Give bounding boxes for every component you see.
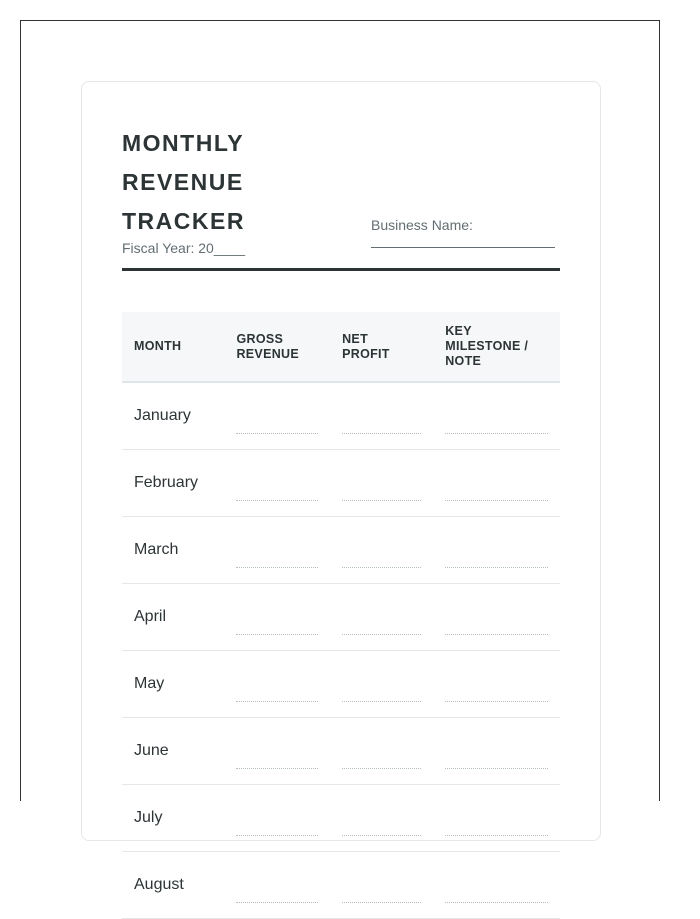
month-cell: June bbox=[122, 718, 224, 785]
net-profit-header-text: NET PROFIT bbox=[342, 331, 390, 361]
month-cell: January bbox=[122, 382, 224, 450]
month-cell: February bbox=[122, 450, 224, 517]
table-row bbox=[122, 584, 560, 651]
net-profit-cell[interactable] bbox=[330, 382, 433, 450]
fill-line bbox=[236, 634, 318, 635]
fill-line bbox=[236, 768, 318, 769]
note-cell[interactable] bbox=[433, 785, 560, 852]
fill-line bbox=[236, 701, 318, 702]
fiscal-year-field: Fiscal Year: 20____ bbox=[122, 240, 245, 256]
gross-revenue-cell[interactable] bbox=[224, 718, 330, 785]
fill-line bbox=[445, 500, 548, 501]
title-line-2: REVENUE bbox=[122, 169, 244, 195]
revenue-table bbox=[122, 312, 560, 919]
document-header bbox=[122, 122, 560, 271]
net-profit-cell[interactable] bbox=[330, 450, 433, 517]
business-name-blank-line bbox=[371, 247, 555, 248]
tracker-card bbox=[81, 81, 601, 893]
net-profit-cell[interactable] bbox=[330, 651, 433, 718]
fill-line bbox=[445, 567, 548, 568]
fill-line bbox=[236, 567, 318, 568]
business-name-field bbox=[371, 217, 555, 248]
fill-line bbox=[342, 902, 421, 903]
fill-line bbox=[342, 500, 421, 501]
month-cell: May bbox=[122, 651, 224, 718]
note-cell[interactable] bbox=[433, 382, 560, 450]
title-line-3: TRACKER bbox=[122, 208, 245, 234]
fill-line bbox=[445, 433, 548, 434]
table-row bbox=[122, 785, 560, 852]
gross-revenue-cell[interactable] bbox=[224, 382, 330, 450]
month-cell: April bbox=[122, 584, 224, 651]
table-header-row bbox=[122, 312, 560, 382]
table-row bbox=[122, 517, 560, 584]
key-milestone-header-text: KEY MILESTONE / NOTE bbox=[445, 324, 529, 368]
fill-line bbox=[236, 902, 318, 903]
note-cell[interactable] bbox=[433, 517, 560, 584]
gross-revenue-header-text: GROSS REVENUE bbox=[236, 331, 299, 361]
table-row bbox=[122, 450, 560, 517]
page-title bbox=[122, 124, 245, 241]
fill-line bbox=[236, 500, 318, 501]
month-cell: July bbox=[122, 785, 224, 852]
table-row bbox=[122, 718, 560, 785]
gross-revenue-cell[interactable] bbox=[224, 651, 330, 718]
net-profit-cell[interactable] bbox=[330, 718, 433, 785]
fill-line bbox=[342, 835, 421, 836]
note-cell[interactable] bbox=[433, 651, 560, 718]
net-profit-cell[interactable] bbox=[330, 584, 433, 651]
fill-line bbox=[445, 634, 548, 635]
table-row bbox=[122, 852, 560, 919]
fill-line bbox=[445, 701, 548, 702]
fill-line bbox=[445, 835, 548, 836]
note-cell[interactable] bbox=[433, 718, 560, 785]
business-name-label: Business Name: bbox=[371, 217, 473, 233]
fill-line bbox=[342, 768, 421, 769]
fill-line bbox=[342, 567, 421, 568]
fill-line bbox=[342, 701, 421, 702]
fill-line bbox=[342, 634, 421, 635]
title-line-1: MONTHLY bbox=[122, 130, 245, 156]
gross-revenue-cell[interactable] bbox=[224, 852, 330, 919]
column-header-month: MONTH bbox=[122, 312, 224, 382]
month-cell: March bbox=[122, 517, 224, 584]
page-frame bbox=[20, 20, 660, 893]
fill-line bbox=[445, 902, 548, 903]
note-cell[interactable] bbox=[433, 852, 560, 919]
column-header-gross-revenue bbox=[224, 312, 330, 382]
net-profit-cell[interactable] bbox=[330, 852, 433, 919]
fill-line bbox=[342, 433, 421, 434]
net-profit-cell[interactable] bbox=[330, 517, 433, 584]
note-cell[interactable] bbox=[433, 450, 560, 517]
table-row bbox=[122, 382, 560, 450]
gross-revenue-cell[interactable] bbox=[224, 584, 330, 651]
gross-revenue-cell[interactable] bbox=[224, 785, 330, 852]
note-cell[interactable] bbox=[433, 584, 560, 651]
table-row bbox=[122, 651, 560, 718]
gross-revenue-cell[interactable] bbox=[224, 517, 330, 584]
column-header-key-milestone bbox=[433, 312, 560, 382]
fill-line bbox=[445, 768, 548, 769]
fill-line bbox=[236, 433, 318, 434]
gross-revenue-cell[interactable] bbox=[224, 450, 330, 517]
fill-line bbox=[236, 835, 318, 836]
net-profit-cell[interactable] bbox=[330, 785, 433, 852]
month-cell: August bbox=[122, 852, 224, 919]
column-header-net-profit bbox=[330, 312, 433, 382]
